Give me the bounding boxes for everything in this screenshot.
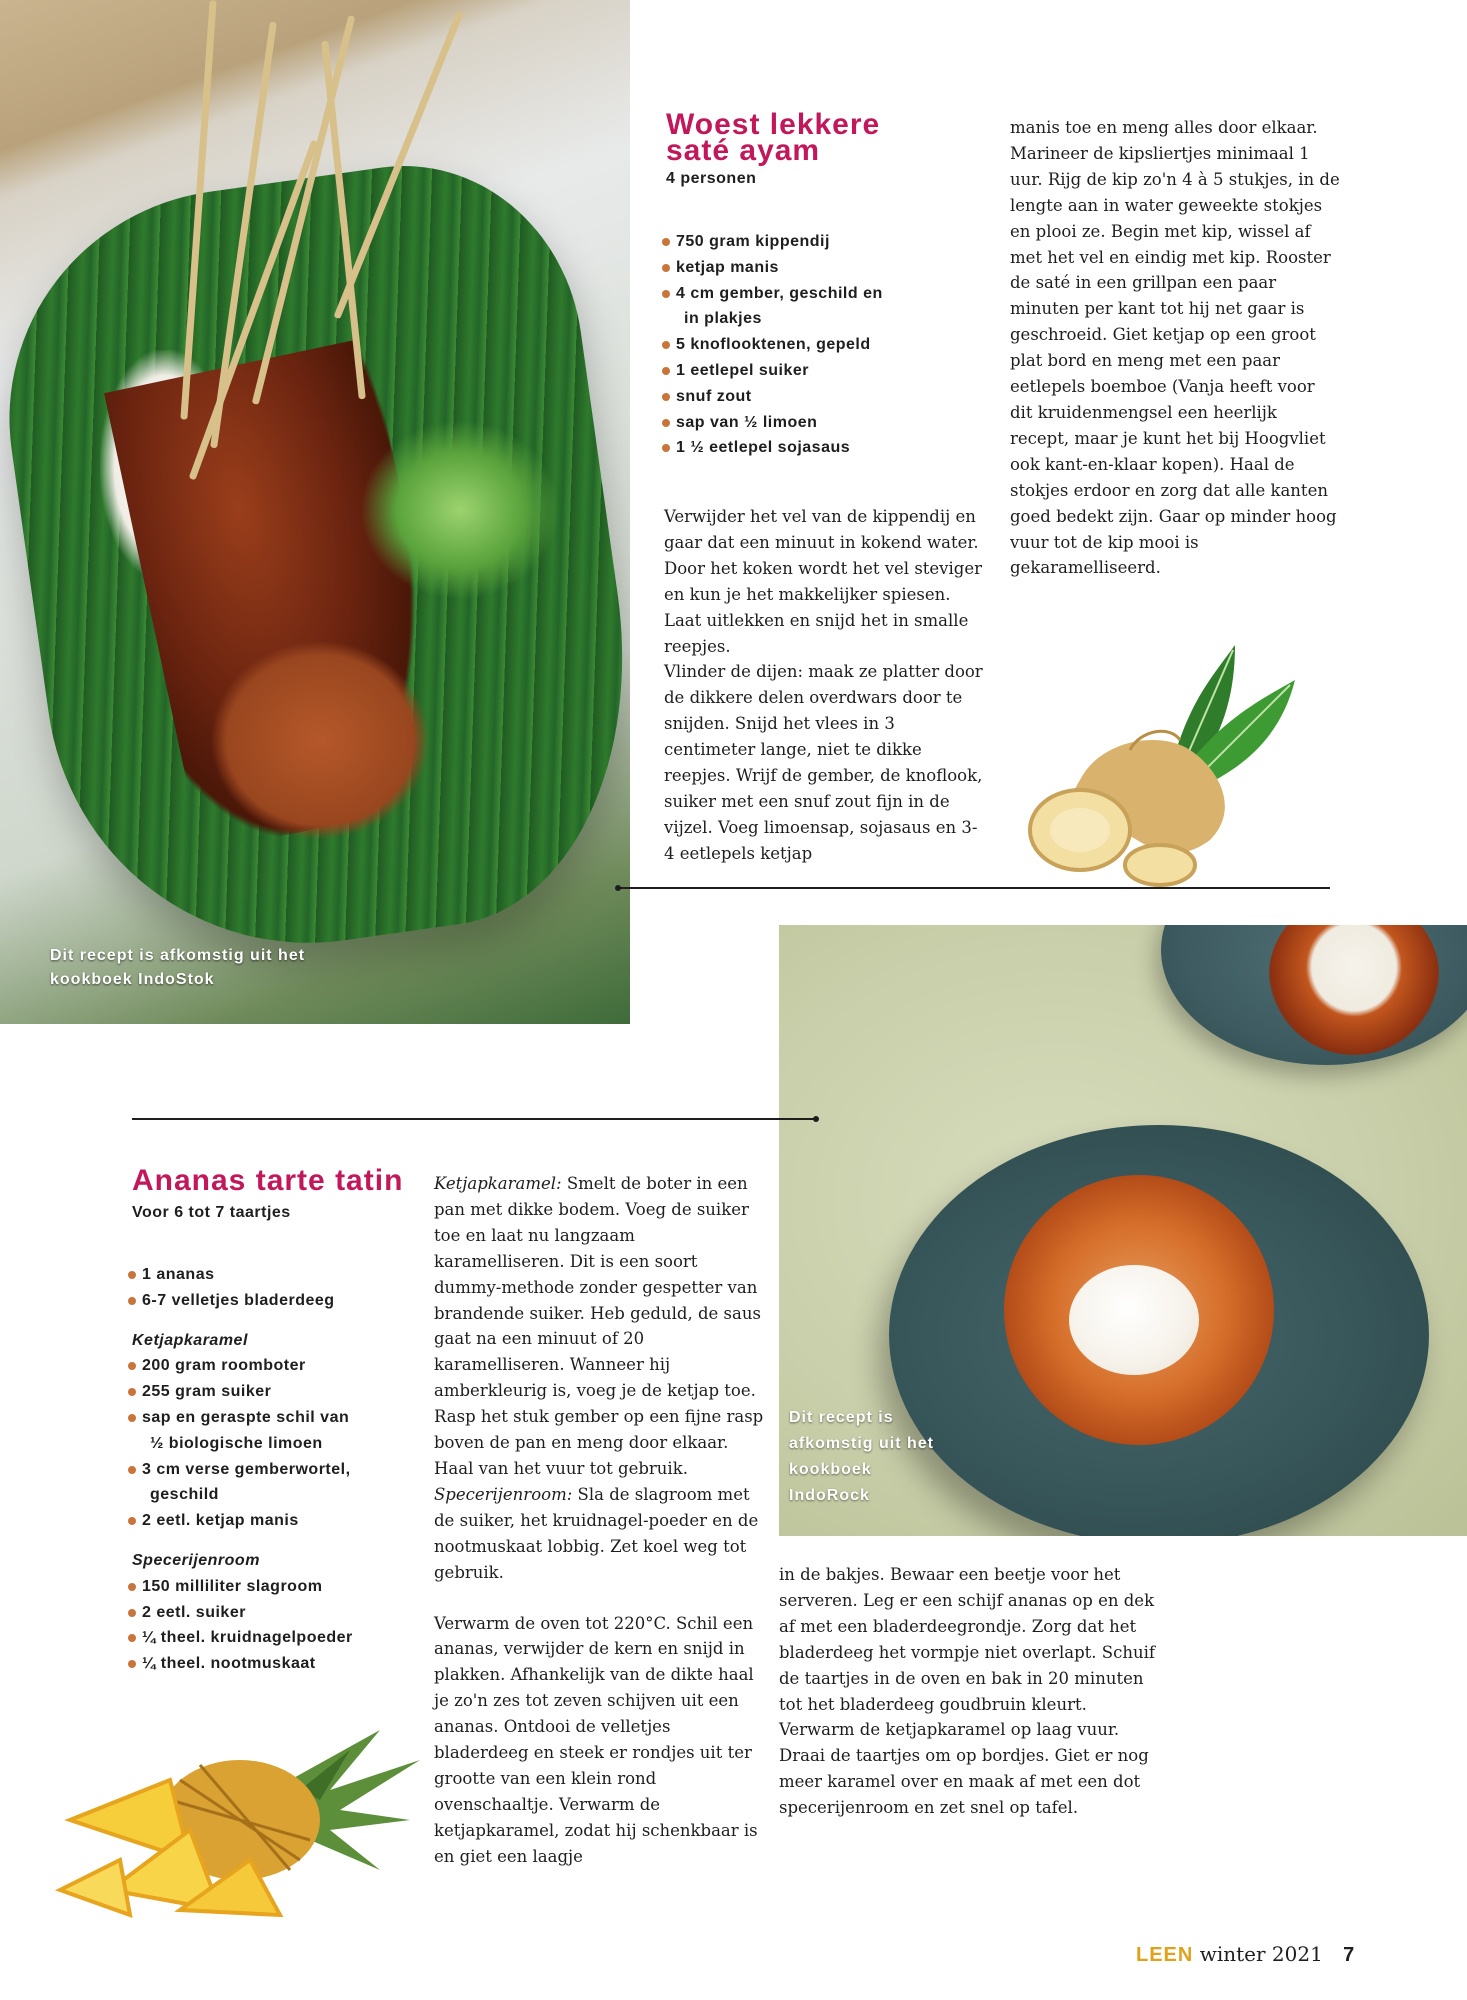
ingredient: sap van ½ limoen xyxy=(662,410,962,436)
photo-caption: Dit recept is afkomstig uit het kookboek IndoRock xyxy=(789,1409,935,1504)
servings: 4 personen xyxy=(666,170,757,187)
method-paragraph: manis toe en meng alles door elkaar. Marineer de kipsliertjes minimaal 1 uur. Rijg de kip zo'n 4 à 5 stukjes, in de lengte aan in water geweekte stokjes en plooi ze. Begin met kip, wissel af met het vel en eindig met kip. Rooster de saté in een grillpan een paar minuten per kant tot hij net gaar is geschroeid. Giet ketjap op een groot plat bord en meng met een paar eetlepels boemboe (Vanja heeft voor dit kruidenmengsel een heerlijk recept, maar je kunt het bij Hoogvliet ook kant-en-klaar kopen). Haal de stokjes erdoor en zorg dat alle kanten goed bedekt zijn. Gaar op minder hoog vuur tot de kip mooi is gekaramelliseerd. xyxy=(1010,118,1340,578)
ingredient: ¼ theel. kruidnagelpoeder xyxy=(128,1625,428,1651)
ingredient: 5 knoflooktenen, gepeld xyxy=(662,332,962,358)
method-column-2 xyxy=(779,1562,1159,1821)
method-paragraph: Vlinder de dijen: maak ze platter door de dikkere delen overdwars door te snijden. Snijd het vlees in 3 centimeter lange, niet te dikke reepjes. Wrijf de gember, de knoflook, suiker met een snuf zout fijn in de vijzel. Voeg limoensap, sojasaus en 3-4 eetlepels ketjap xyxy=(664,662,983,863)
ingredient: 1 eetlepel suiker xyxy=(662,358,962,384)
rule-dot xyxy=(813,1116,819,1122)
ingredient: 1 ½ eetlepel sojasaus xyxy=(662,435,962,461)
ingredient-list xyxy=(128,1262,428,1677)
pineapple-illustration xyxy=(50,1720,430,1920)
ingredient: 2 eetl. suiker xyxy=(128,1600,428,1626)
sate-photo xyxy=(0,0,630,1024)
method-paragraph: Verwarm de oven tot 220°C. Schil een ananas, verwijder de kern en snijd in plakken. Afhankelijk van de dikte haal je zo'n zes tot zeven schijven uit een ananas. Ontdooi de velletjes bladerdeeg en steek er rondjes uit ter grootte van een klein rond ovenschaaltje. Verwarm de ketjapkaramel, zodat hij schenkbaar is en giet een laagje xyxy=(434,1613,758,1866)
ingredient-continued: geschild xyxy=(150,1486,219,1504)
method-column-1 xyxy=(434,1171,764,1870)
ingredient: snuf zout xyxy=(662,384,962,410)
page-number: 7 xyxy=(1343,1944,1355,1966)
ingredient: 3 cm verse gemberwortel, xyxy=(128,1457,428,1483)
label: Specerijenroom: xyxy=(434,1484,573,1504)
ingredient: 1 ananas xyxy=(128,1262,428,1288)
method-paragraph xyxy=(434,1482,764,1586)
label: Ketjapkaramel: xyxy=(434,1174,562,1193)
title-line: Woest lekkere xyxy=(666,108,881,141)
ingredient-continued: in plakjes xyxy=(684,310,762,328)
method-paragraph: in de bakjes. Bewaar een beetje voor het serveren. Leg er een schijf ananas op en dek af met een bladerdeegrondje. Zorg dat het bladerdeeg het vormpje niet overlapt. Schuif de taartjes in de oven en bak in 20 minuten tot het bladerdeeg goudbruin kleurt. Verwarm de ketjapkaramel op laag vuur. Draai de taartjes om op bordjes. Giet er nog meer karamel over en maak af met een dot specerijenroom en zet snel op tafel. xyxy=(779,1565,1155,1818)
recipe-title: Ananas tarte tatin xyxy=(132,1164,404,1197)
recipe-title xyxy=(666,108,881,167)
ingredient: 200 gram roomboter xyxy=(128,1353,428,1379)
ingredient: sap en geraspte schil van xyxy=(128,1405,428,1431)
subsection-heading: Ketjapkaramel xyxy=(132,1331,248,1349)
servings: Voor 6 tot 7 taartjes xyxy=(132,1204,291,1221)
cucumber-salad xyxy=(360,420,560,600)
tarte-tatin-photo xyxy=(779,925,1467,1536)
divider xyxy=(132,1118,815,1120)
ingredient-continued: ½ biologische limoen xyxy=(150,1434,323,1452)
ginger-illustration xyxy=(1020,640,1310,890)
ingredient: 255 gram suiker xyxy=(128,1379,428,1405)
ingredient-list xyxy=(662,229,962,461)
photo-caption: Dit recept is afkomstig uit het kookboek IndoStok xyxy=(50,947,306,988)
ingredient: ketjap manis xyxy=(662,255,962,281)
cream-dollop xyxy=(1069,1265,1199,1375)
issue-label: winter 2021 xyxy=(1199,1942,1323,1966)
ingredient: 2 eetl. ketjap manis xyxy=(128,1508,428,1534)
method-column-1 xyxy=(664,504,984,867)
method-column-2 xyxy=(1010,115,1340,581)
method-paragraph xyxy=(434,1171,764,1482)
ingredient: 150 milliliter slagroom xyxy=(128,1574,428,1600)
ingredient: 6-7 velletjes bladerdeeg xyxy=(128,1288,428,1314)
paragraph-text: Sla de slagroom met de suiker, het kruidnagel-poeder en de nootmuskaat lobbig. Zet koel weg tot gebruik. xyxy=(434,1484,759,1582)
ingredient: 750 gram kippendij xyxy=(662,229,962,255)
peanut-sauce xyxy=(210,640,430,840)
method-paragraph: Verwijder het vel van de kippendij en gaar dat een minuut in kokend water. Door het koken wordt het vel steviger en kun je het makkelijker spiesen. Laat uitlekken en snijd het in smalle reepjes. xyxy=(664,507,982,656)
magazine-brand: LEEN xyxy=(1136,1944,1194,1966)
page-footer xyxy=(1136,1942,1354,1967)
divider xyxy=(618,887,1330,889)
subsection-heading: Specerijenroom xyxy=(132,1551,260,1569)
ingredient: ¼ theel. nootmuskaat xyxy=(128,1651,428,1677)
spacer xyxy=(434,1586,764,1611)
ingredient: 4 cm gember, geschild en xyxy=(662,281,962,307)
title-line: saté ayam xyxy=(666,134,821,167)
paragraph-text: Smelt de boter in een pan met dikke bodem. Voeg de suiker toe en laat nu langzaam karamelliseren. Dit is een soort dummy-methode zonder gespetter van brandende suiker. Heb geduld, de saus gaat na een minuut of 20 karamelliseren. Wanneer hij amberkleurig is, voeg je de ketjap toe. Rasp het stuk gember op een fijne rasp boven de pan en meng door elkaar. Haal van het vuur tot gebruik. xyxy=(434,1174,764,1478)
